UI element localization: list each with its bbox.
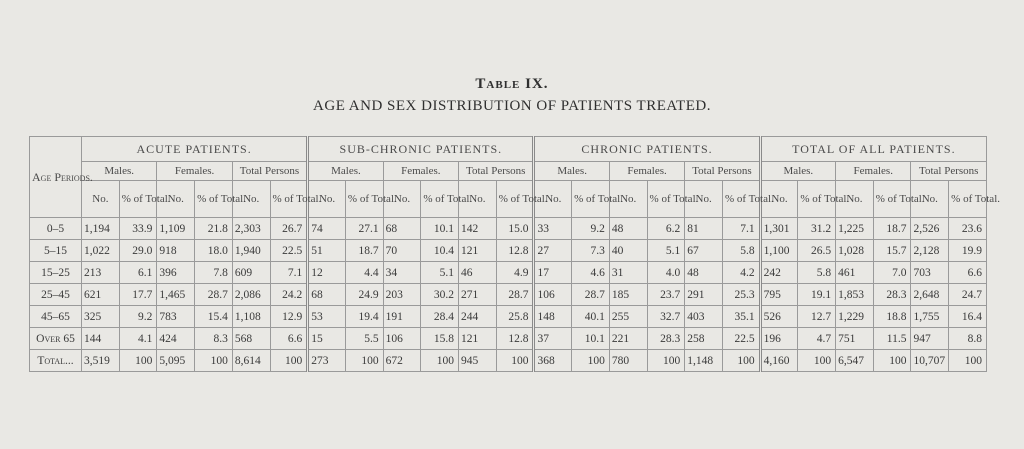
column-header-pct: % of Total. [270, 181, 308, 218]
percent-cell: 7.3 [572, 240, 610, 262]
count-cell: 1,229 [836, 306, 874, 328]
count-cell: 918 [157, 240, 195, 262]
count-cell: 121 [459, 328, 497, 350]
percent-cell: 19.4 [345, 306, 383, 328]
column-header-pct: % of Total. [572, 181, 610, 218]
count-cell: 242 [760, 262, 798, 284]
subgroup-header: Total Persons [459, 162, 534, 181]
percent-cell: 16.4 [949, 306, 987, 328]
percent-cell: 25.3 [722, 284, 760, 306]
count-cell: 203 [383, 284, 421, 306]
percent-cell: 9.2 [119, 306, 157, 328]
count-cell: 1,109 [157, 218, 195, 240]
percent-cell: 23.6 [949, 218, 987, 240]
percent-cell: 6.1 [119, 262, 157, 284]
count-cell: 213 [82, 262, 120, 284]
column-header-pct: % of Total. [421, 181, 459, 218]
count-cell: 291 [685, 284, 723, 306]
percent-cell: 6.6 [270, 328, 308, 350]
count-cell: 672 [383, 350, 421, 372]
percent-cell: 5.8 [722, 240, 760, 262]
subgroup-header: Total Persons [685, 162, 760, 181]
percent-cell: 7.1 [270, 262, 308, 284]
column-header-no: No. [911, 181, 949, 218]
table-row [30, 218, 987, 240]
percent-cell: 26.7 [270, 218, 308, 240]
percent-cell: 30.2 [421, 284, 459, 306]
count-cell: 3,519 [82, 350, 120, 372]
percent-cell: 24.2 [270, 284, 308, 306]
count-cell: 2,648 [911, 284, 949, 306]
group-header: ACUTE PATIENTS. [82, 137, 308, 162]
percent-cell: 12.7 [798, 306, 836, 328]
column-header-pct: % of Total. [873, 181, 911, 218]
table-row [30, 350, 987, 372]
count-cell: 148 [534, 306, 572, 328]
count-cell: 40 [609, 240, 647, 262]
count-cell: 424 [157, 328, 195, 350]
percent-cell: 18.0 [195, 240, 233, 262]
count-cell: 33 [534, 218, 572, 240]
percent-cell: 4.9 [496, 262, 534, 284]
percent-cell: 28.7 [195, 284, 233, 306]
percent-cell: 15.8 [421, 328, 459, 350]
count-cell: 106 [534, 284, 572, 306]
age-period-label: 5–15 [30, 240, 82, 262]
percent-cell: 28.4 [421, 306, 459, 328]
percent-cell: 21.8 [195, 218, 233, 240]
count-cell: 74 [308, 218, 346, 240]
subgroup-header: Females. [836, 162, 911, 181]
count-cell: 221 [609, 328, 647, 350]
table-title: Table IX. [475, 76, 549, 92]
count-cell: 1,108 [232, 306, 270, 328]
count-cell: 10,707 [911, 350, 949, 372]
percent-cell: 7.0 [873, 262, 911, 284]
count-cell: 12 [308, 262, 346, 284]
percent-cell: 4.6 [572, 262, 610, 284]
count-cell: 945 [459, 350, 497, 372]
column-header-no: No. [609, 181, 647, 218]
percent-cell: 18.8 [873, 306, 911, 328]
count-cell: 403 [685, 306, 723, 328]
header-row-columns [30, 181, 987, 218]
count-cell: 1,853 [836, 284, 874, 306]
percent-cell: 100 [496, 350, 534, 372]
percent-cell: 4.1 [119, 328, 157, 350]
percent-cell: 12.8 [496, 240, 534, 262]
percent-cell: 6.6 [949, 262, 987, 284]
subgroup-header: Females. [609, 162, 684, 181]
percent-cell: 12.9 [270, 306, 308, 328]
count-cell: 751 [836, 328, 874, 350]
percent-cell: 18.7 [345, 240, 383, 262]
subgroup-header: Males. [760, 162, 835, 181]
percent-cell: 10.1 [572, 328, 610, 350]
percent-cell: 100 [873, 350, 911, 372]
percent-cell: 18.7 [873, 218, 911, 240]
column-header-no: No. [82, 181, 120, 218]
count-cell: 1,301 [760, 218, 798, 240]
percent-cell: 4.7 [798, 328, 836, 350]
table-subtitle: AGE AND SEX DISTRIBUTION OF PATIENTS TREATED. [313, 98, 711, 114]
column-header-no: No. [836, 181, 874, 218]
percent-cell: 100 [572, 350, 610, 372]
percent-cell: 17.7 [119, 284, 157, 306]
count-cell: 4,160 [760, 350, 798, 372]
period-header: Age Periods. [30, 137, 82, 218]
count-cell: 68 [383, 218, 421, 240]
percent-cell: 5.8 [798, 262, 836, 284]
count-cell: 144 [82, 328, 120, 350]
percent-cell: 100 [798, 350, 836, 372]
count-cell: 271 [459, 284, 497, 306]
count-cell: 53 [308, 306, 346, 328]
count-cell: 1,755 [911, 306, 949, 328]
count-cell: 255 [609, 306, 647, 328]
age-period-label: 0–5 [30, 218, 82, 240]
age-period-label: 15–25 [30, 262, 82, 284]
count-cell: 2,303 [232, 218, 270, 240]
age-period-label: 25–45 [30, 284, 82, 306]
count-cell: 273 [308, 350, 346, 372]
column-header-pct: % of Total. [195, 181, 233, 218]
percent-cell: 11.5 [873, 328, 911, 350]
count-cell: 70 [383, 240, 421, 262]
header-row-groups [30, 137, 987, 162]
percent-cell: 24.7 [949, 284, 987, 306]
column-header-no: No. [383, 181, 421, 218]
table-row [30, 328, 987, 350]
count-cell: 67 [685, 240, 723, 262]
count-cell: 142 [459, 218, 497, 240]
count-cell: 17 [534, 262, 572, 284]
count-cell: 780 [609, 350, 647, 372]
subgroup-header: Males. [82, 162, 157, 181]
percent-cell: 12.8 [496, 328, 534, 350]
percent-cell: 4.4 [345, 262, 383, 284]
percent-cell: 9.2 [572, 218, 610, 240]
column-header-pct: % of Total. [798, 181, 836, 218]
percent-cell: 28.7 [572, 284, 610, 306]
column-header-pct: % of Total. [647, 181, 685, 218]
percent-cell: 15.7 [873, 240, 911, 262]
percent-cell: 8.3 [195, 328, 233, 350]
column-header-pct: % of Total. [722, 181, 760, 218]
column-header-no: No. [308, 181, 346, 218]
count-cell: 461 [836, 262, 874, 284]
percent-cell: 4.0 [647, 262, 685, 284]
percent-cell: 29.0 [119, 240, 157, 262]
percent-cell: 7.1 [722, 218, 760, 240]
count-cell: 15 [308, 328, 346, 350]
count-cell: 121 [459, 240, 497, 262]
percent-cell: 31.2 [798, 218, 836, 240]
percent-cell: 24.9 [345, 284, 383, 306]
percent-cell: 6.2 [647, 218, 685, 240]
count-cell: 1,225 [836, 218, 874, 240]
count-cell: 783 [157, 306, 195, 328]
count-cell: 196 [760, 328, 798, 350]
percent-cell: 10.1 [421, 218, 459, 240]
count-cell: 68 [308, 284, 346, 306]
count-cell: 368 [534, 350, 572, 372]
column-header-no: No. [232, 181, 270, 218]
column-header-pct: % of Total. [119, 181, 157, 218]
percent-cell: 100 [195, 350, 233, 372]
percent-cell: 5.1 [421, 262, 459, 284]
percent-cell: 7.8 [195, 262, 233, 284]
count-cell: 27 [534, 240, 572, 262]
percent-cell: 40.1 [572, 306, 610, 328]
age-period-label: Over 65 [30, 328, 82, 350]
count-cell: 46 [459, 262, 497, 284]
percent-cell: 32.7 [647, 306, 685, 328]
percent-cell: 27.1 [345, 218, 383, 240]
count-cell: 37 [534, 328, 572, 350]
count-cell: 947 [911, 328, 949, 350]
column-header-no: No. [459, 181, 497, 218]
count-cell: 609 [232, 262, 270, 284]
count-cell: 244 [459, 306, 497, 328]
count-cell: 185 [609, 284, 647, 306]
count-cell: 526 [760, 306, 798, 328]
group-header: CHRONIC PATIENTS. [534, 137, 760, 162]
subgroup-header: Females. [383, 162, 458, 181]
count-cell: 34 [383, 262, 421, 284]
count-cell: 51 [308, 240, 346, 262]
count-cell: 2,128 [911, 240, 949, 262]
percent-cell: 5.5 [345, 328, 383, 350]
count-cell: 81 [685, 218, 723, 240]
count-cell: 1,148 [685, 350, 723, 372]
count-cell: 48 [685, 262, 723, 284]
percent-cell: 100 [119, 350, 157, 372]
distribution-table [29, 136, 1000, 372]
percent-cell: 100 [647, 350, 685, 372]
column-header-pct: % of Total. [496, 181, 534, 218]
table-row [30, 284, 987, 306]
count-cell: 6,547 [836, 350, 874, 372]
percent-cell: 28.7 [496, 284, 534, 306]
percent-cell: 22.5 [722, 328, 760, 350]
age-period-label: Total... [30, 350, 82, 372]
percent-cell: 23.7 [647, 284, 685, 306]
column-header-pct: % of Total. [345, 181, 383, 218]
percent-cell: 15.0 [496, 218, 534, 240]
column-header-no: No. [685, 181, 723, 218]
count-cell: 31 [609, 262, 647, 284]
percent-cell: 8.8 [949, 328, 987, 350]
subgroup-header: Females. [157, 162, 232, 181]
percent-cell: 5.1 [647, 240, 685, 262]
subgroup-header: Total Persons [232, 162, 307, 181]
count-cell: 5,095 [157, 350, 195, 372]
count-cell: 703 [911, 262, 949, 284]
count-cell: 1,022 [82, 240, 120, 262]
count-cell: 325 [82, 306, 120, 328]
percent-cell: 100 [722, 350, 760, 372]
percent-cell: 19.9 [949, 240, 987, 262]
count-cell: 568 [232, 328, 270, 350]
percent-cell: 100 [345, 350, 383, 372]
count-cell: 1,194 [82, 218, 120, 240]
percent-cell: 22.5 [270, 240, 308, 262]
percent-cell: 100 [421, 350, 459, 372]
count-cell: 396 [157, 262, 195, 284]
subgroup-header: Total Persons [911, 162, 987, 181]
percent-cell: 28.3 [873, 284, 911, 306]
count-cell: 1,465 [157, 284, 195, 306]
table-row [30, 306, 987, 328]
percent-cell: 28.3 [647, 328, 685, 350]
subgroup-header: Males. [534, 162, 609, 181]
percent-cell: 100 [949, 350, 987, 372]
column-header-no: No. [760, 181, 798, 218]
count-cell: 48 [609, 218, 647, 240]
subgroup-header: Males. [308, 162, 383, 181]
count-cell: 1,940 [232, 240, 270, 262]
percent-cell: 15.4 [195, 306, 233, 328]
percent-cell: 100 [270, 350, 308, 372]
table-row [30, 262, 987, 284]
group-header: SUB-CHRONIC PATIENTS. [308, 137, 534, 162]
group-header: TOTAL OF ALL PATIENTS. [760, 137, 986, 162]
count-cell: 795 [760, 284, 798, 306]
count-cell: 2,526 [911, 218, 949, 240]
table-row [30, 240, 987, 262]
column-header-no: No. [157, 181, 195, 218]
percent-cell: 4.2 [722, 262, 760, 284]
count-cell: 106 [383, 328, 421, 350]
count-cell: 2,086 [232, 284, 270, 306]
count-cell: 258 [685, 328, 723, 350]
header-row-subgroups [30, 162, 987, 181]
count-cell: 8,614 [232, 350, 270, 372]
age-period-label: 45–65 [30, 306, 82, 328]
column-header-pct: % of Total. [949, 181, 987, 218]
column-header-no: No. [534, 181, 572, 218]
percent-cell: 19.1 [798, 284, 836, 306]
percent-cell: 10.4 [421, 240, 459, 262]
percent-cell: 35.1 [722, 306, 760, 328]
count-cell: 621 [82, 284, 120, 306]
percent-cell: 26.5 [798, 240, 836, 262]
percent-cell: 33.9 [119, 218, 157, 240]
count-cell: 1,100 [760, 240, 798, 262]
count-cell: 1,028 [836, 240, 874, 262]
count-cell: 191 [383, 306, 421, 328]
percent-cell: 25.8 [496, 306, 534, 328]
